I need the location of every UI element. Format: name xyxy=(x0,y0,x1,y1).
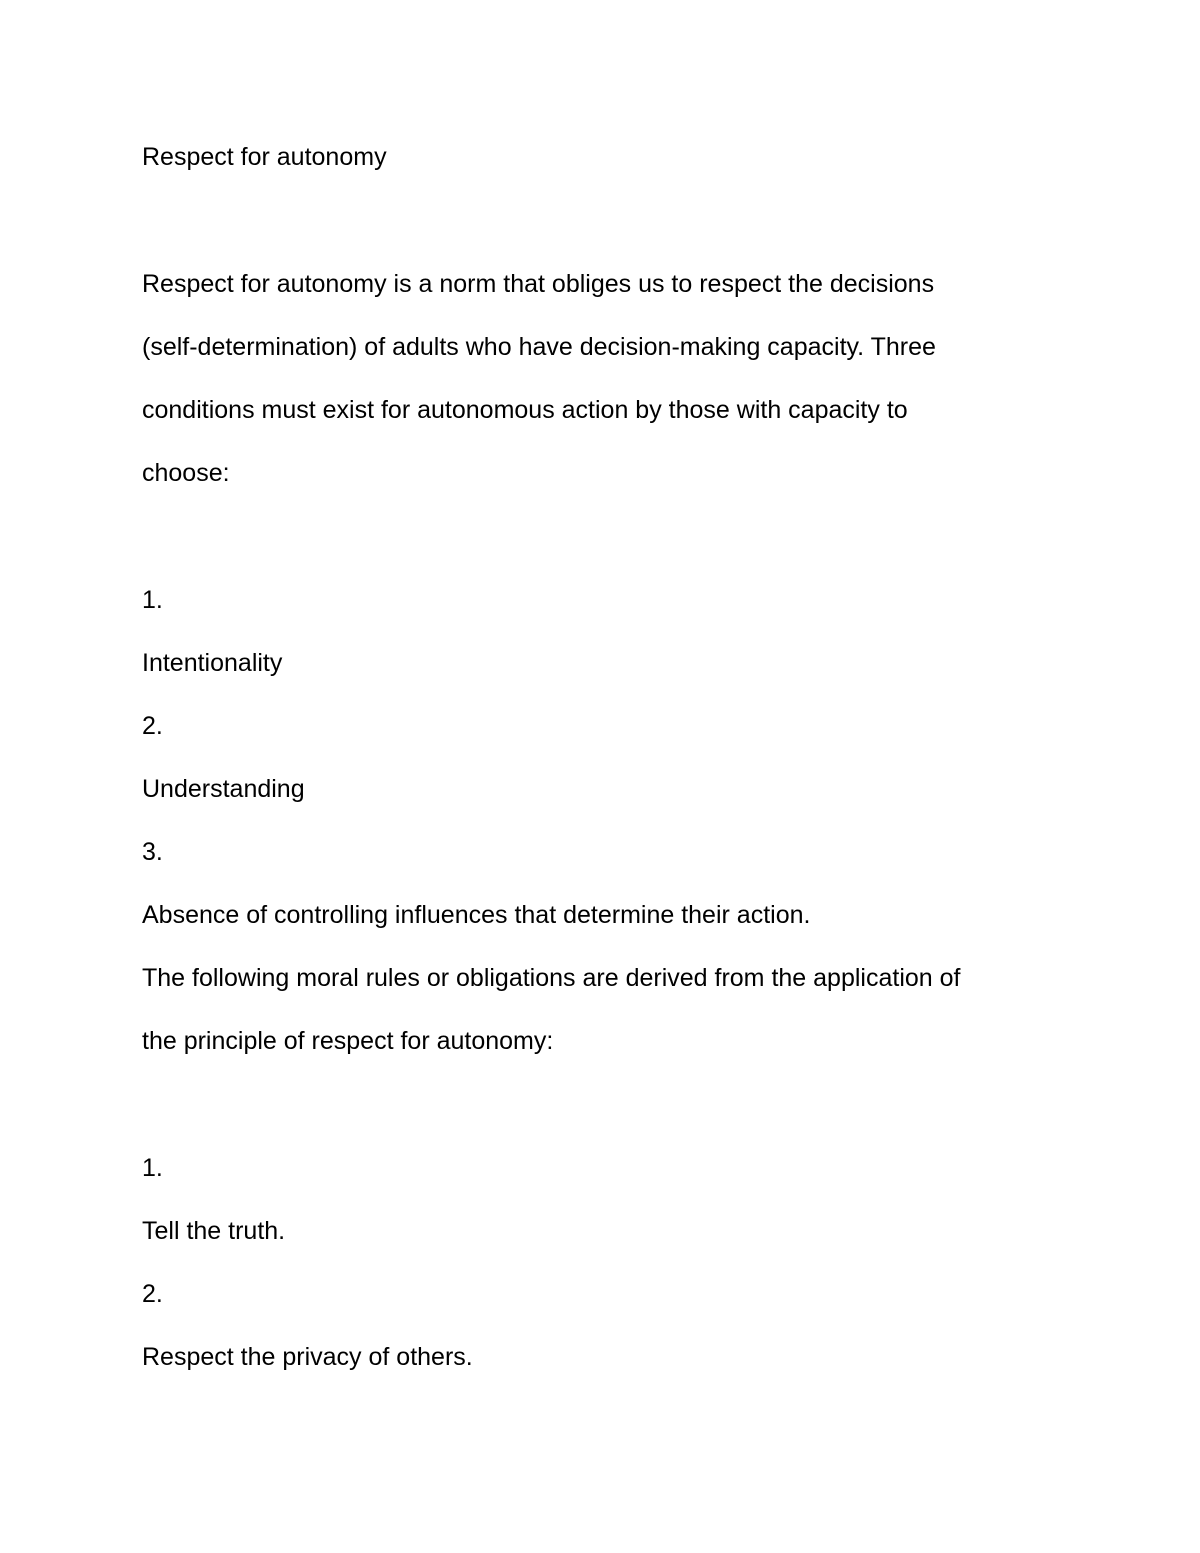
condition-1-number: 1. xyxy=(142,586,163,614)
page-title: Respect for autonomy xyxy=(142,143,387,171)
rule-1-number: 1. xyxy=(142,1154,163,1182)
condition-2-text: Understanding xyxy=(142,775,305,803)
rules-intro-line-1: The following moral rules or obligations are derived from the application of xyxy=(142,964,961,992)
condition-1-text: Intentionality xyxy=(142,649,283,677)
condition-2-number: 2. xyxy=(142,712,163,740)
rules-intro-line-2: the principle of respect for autonomy: xyxy=(142,1027,554,1055)
intro-line-2: (self-determination) of adults who have decision-making capacity. Three xyxy=(142,333,936,361)
rule-1-text: Tell the truth. xyxy=(142,1217,286,1245)
rule-2-number: 2. xyxy=(142,1280,163,1308)
condition-3-text: Absence of controlling influences that determine their action. xyxy=(142,901,811,929)
rule-2-text: Respect the privacy of others. xyxy=(142,1343,473,1371)
condition-3-number: 3. xyxy=(142,838,163,866)
intro-line-1: Respect for autonomy is a norm that obliges us to respect the decisions xyxy=(142,270,935,298)
intro-line-4: choose: xyxy=(142,459,230,487)
intro-line-3: conditions must exist for autonomous action by those with capacity to xyxy=(142,396,908,424)
